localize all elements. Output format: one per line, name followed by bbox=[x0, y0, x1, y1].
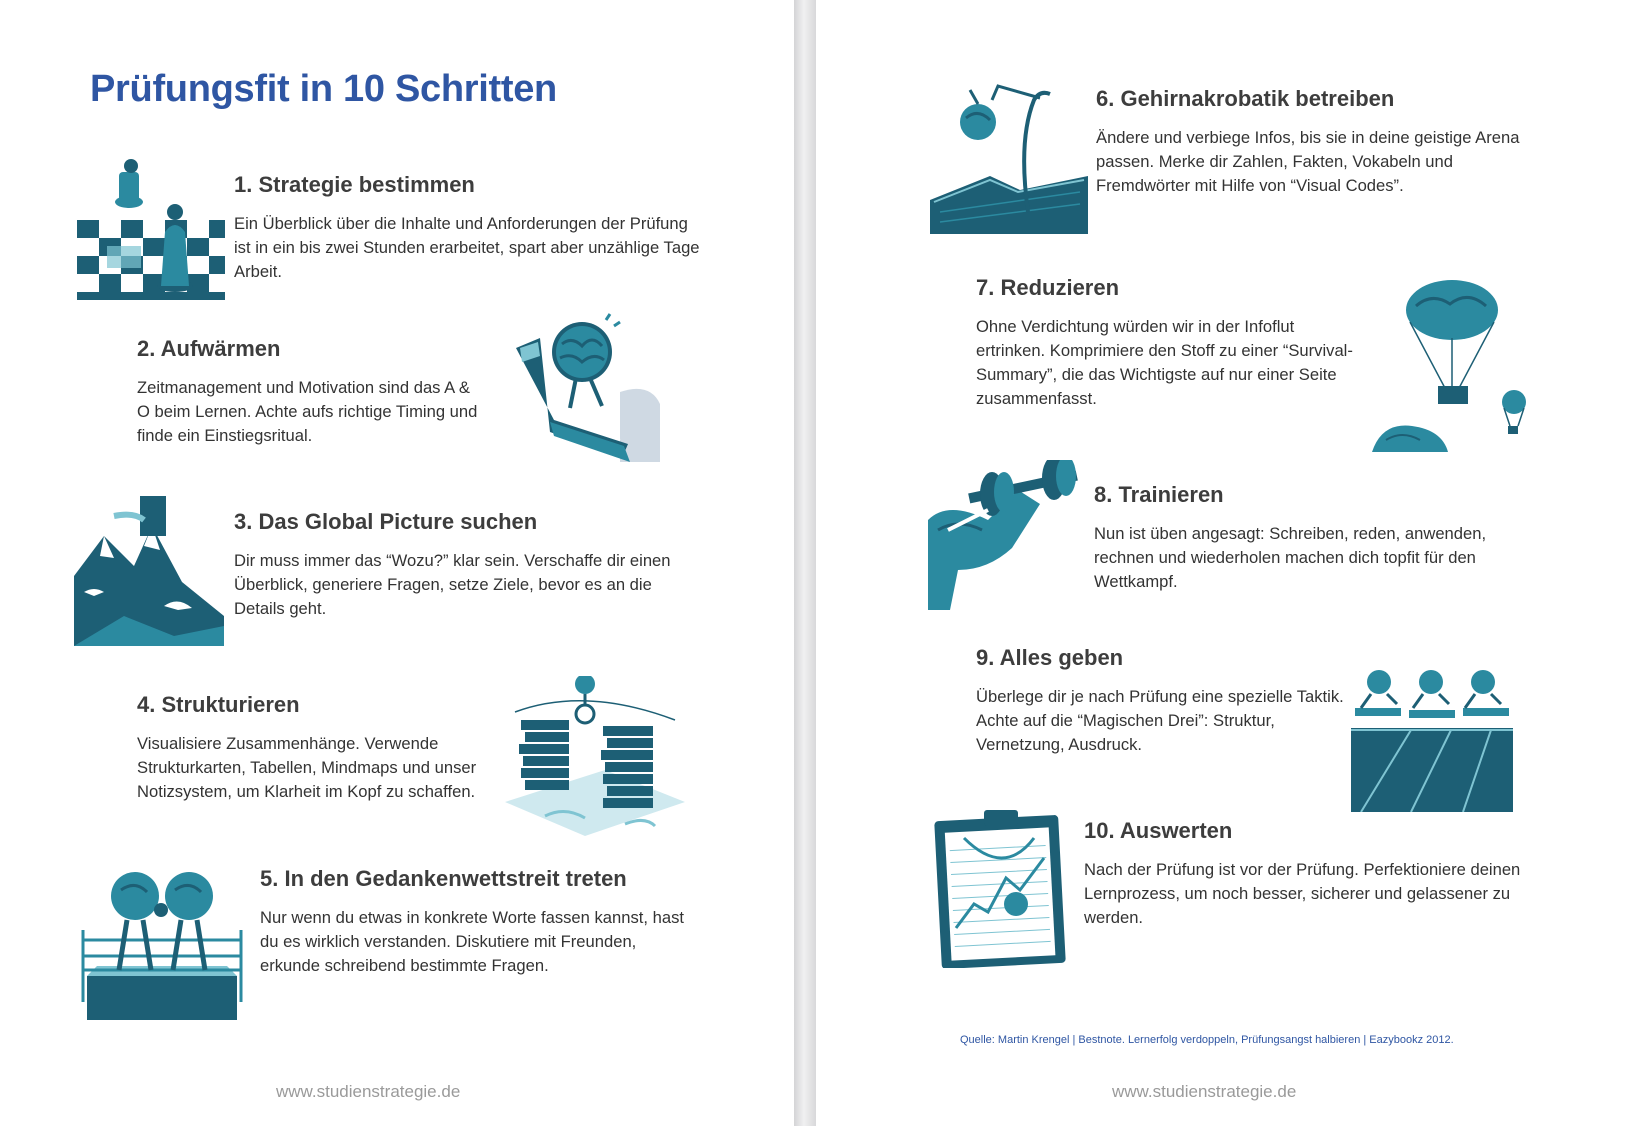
step-3 bbox=[234, 509, 704, 621]
step-text: Visualisiere Zusammenhänge. Verwende Strukturkarten, Tabellen, Mindmaps und unser Notizsystem, um Klarheit im Kopf zu schaffen. bbox=[137, 734, 477, 801]
page-gutter bbox=[794, 0, 816, 1126]
step-heading: 3. Das Global Picture suchen bbox=[234, 509, 538, 534]
step-4 bbox=[137, 692, 487, 804]
dumbbell-arm-icon bbox=[928, 460, 1088, 610]
step-text: Ein Überblick über die Inhalte und Anforderungen der Prüfung ist in ein bis zwei Stunden erarbeitet, spart aber unzählige Tage Arbeit. bbox=[234, 214, 700, 281]
step-text: Ändere und verbiege Infos, bis sie in deine geistige Arena passen. Merke dir Zahlen, Fakten, Vokabeln und Fremdwörter mit Hilfe von “Visual Codes”. bbox=[1096, 128, 1520, 195]
step-text: Nun ist üben angesagt: Schreiben, reden, anwenden, rechnen und wiederholen machen dich topfit für den Wettkampf. bbox=[1094, 524, 1487, 591]
step-text: Nach der Prüfung ist vor der Prüfung. Perfektioniere deinen Lernprozess, um noch besser, sicherer und gelassener zu werden. bbox=[1084, 860, 1521, 927]
step-9 bbox=[976, 645, 1346, 757]
hurdles-icon bbox=[1351, 668, 1513, 812]
step-heading: 5. In den Gedankenwettstreit treten bbox=[260, 866, 627, 891]
step-heading: 9. Alles geben bbox=[976, 645, 1124, 670]
page-title: Prüfungsfit in 10 Schritten bbox=[90, 68, 557, 110]
step-heading: 6. Gehirnakrobatik betreiben bbox=[1096, 86, 1395, 111]
treadmill-brain-icon bbox=[510, 312, 660, 472]
parachute-icon bbox=[1372, 280, 1540, 452]
step-1 bbox=[234, 172, 704, 284]
pole-vault-icon bbox=[930, 80, 1088, 234]
step-text: Ohne Verdichtung würden wir in der Infoflut ertrinken. Komprimiere den Stoff zu einer “Survival-Summary”, die das Wichtigste auf nur einer Seite zusammenfasst. bbox=[976, 317, 1353, 408]
step-5 bbox=[260, 866, 700, 978]
chess-icon bbox=[77, 158, 225, 300]
step-8 bbox=[1094, 482, 1534, 594]
step-text: Dir muss immer das “Wozu?” klar sein. Verschaffe dir einen Überblick, generiere Fragen, setze Ziele, bevor es an die Details geht. bbox=[234, 551, 671, 618]
book-stacks-icon bbox=[505, 676, 685, 836]
step-heading: 10. Auswerten bbox=[1084, 818, 1233, 843]
step-10 bbox=[1084, 818, 1534, 930]
step-heading: 4. Strukturieren bbox=[137, 692, 300, 717]
step-6 bbox=[1096, 86, 1536, 198]
clipboard-icon bbox=[934, 808, 1068, 968]
footer-website-right[interactable]: www.studienstrategie.de bbox=[1112, 1082, 1297, 1101]
boxing-ring-icon bbox=[77, 870, 247, 1020]
source-citation: Quelle: Martin Krengel | Bestnote. Lernerfolg verdoppeln, Prüfungsangst halbieren | Eazybookz 2012. bbox=[960, 1034, 1454, 1046]
footer-website-left[interactable]: www.studienstrategie.de bbox=[276, 1082, 461, 1101]
step-heading: 2. Aufwärmen bbox=[137, 336, 281, 361]
mountain-icon bbox=[74, 496, 224, 646]
step-7 bbox=[976, 275, 1366, 411]
step-text: Überlege dir je nach Prüfung eine spezielle Taktik. Achte auf die “Magischen Drei”: Struktur, Vernetzung, Ausdruck. bbox=[976, 687, 1344, 754]
step-text: Nur wenn du etwas in konkrete Worte fassen kannst, hast du es wirklich verstanden. Diskutiere mit Freunden, erkunde schreibend bestimmte Fragen. bbox=[260, 908, 684, 975]
left-page bbox=[0, 0, 794, 1126]
step-2 bbox=[137, 336, 487, 448]
step-heading: 1. Strategie bestimmen bbox=[234, 172, 475, 197]
right-page bbox=[816, 0, 1634, 1126]
step-text: Zeitmanagement und Motivation sind das A & O beim Lernen. Achte aufs richtige Timing und finde ein Einstiegsritual. bbox=[137, 378, 478, 445]
step-heading: 8. Trainieren bbox=[1094, 482, 1224, 507]
step-heading: 7. Reduzieren bbox=[976, 275, 1120, 300]
